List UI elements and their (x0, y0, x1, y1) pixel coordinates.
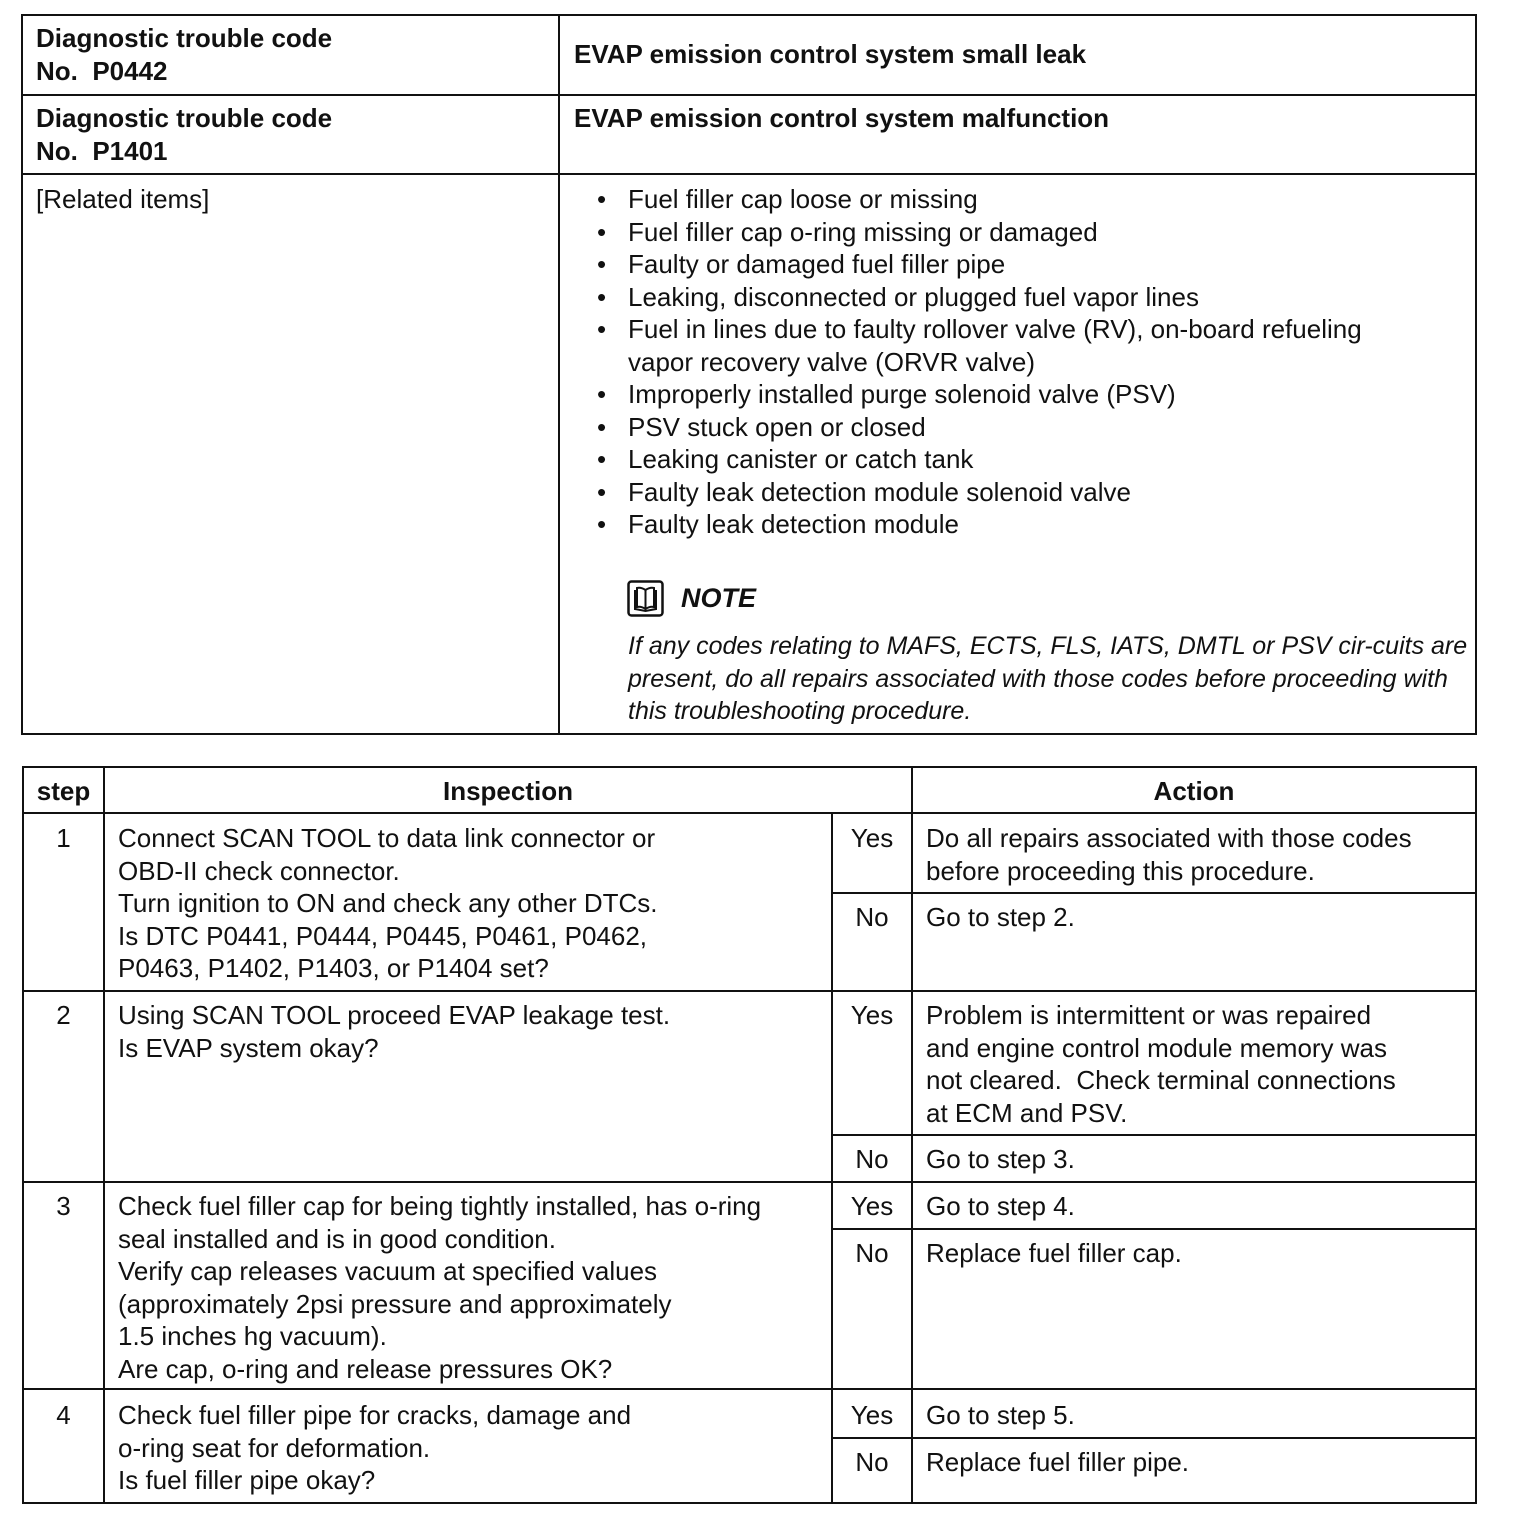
yes-label: Yes (850, 1400, 894, 1430)
no-action: Go to step 3. (926, 1144, 1075, 1174)
yes-no-separator (831, 1134, 1477, 1136)
step-row-separator (22, 1181, 1477, 1183)
header-table-border-left (21, 14, 23, 735)
yes-no-separator (831, 1437, 1477, 1439)
header-table-border-bottom (21, 733, 1477, 735)
yes-label: Yes (850, 823, 894, 853)
yes-no-separator (831, 892, 1477, 894)
note-text: If any codes relating to MAFS, ECTS, FLS, IATS, DMTL or PSV cir-cuits are present, do all repairs associated with those codes before proceeding with this troubleshooting procedure. (628, 632, 1468, 725)
steps-table-step-divider (103, 766, 105, 1504)
dtc1-label-line1: Diagnostic trouble code (36, 23, 333, 53)
step-inspection: Connect SCAN TOOL to data link connector or OBD-II check connector. Turn ignition to ON and check any other DTCs. Is DTC P0441, P0444, P0445, P0461, P0462, P0463, P1402, P1403, or P1404 set? (118, 823, 658, 983)
step-number: 3 (56, 1191, 71, 1221)
header-table-divider (558, 14, 560, 735)
related-item: • Faulty or damaged fuel filler pipe (597, 248, 1362, 281)
note-label: NOTE (681, 583, 757, 613)
column-header-inspection: Inspection (442, 776, 573, 806)
yes-label: Yes (850, 1000, 894, 1030)
step-inspection: Check fuel filler pipe for cracks, damage and o-ring seat for deformation. Is fuel filler pipe okay? (118, 1400, 632, 1495)
step-inspection: Check fuel filler cap for being tightly installed, has o-ring seal installed and is in good condition. Verify cap releases vacuum at specified values (approximately 2psi pressure and approximately 1.5 inches hg vacuum). Are cap, o-ring and release pressures OK? (118, 1191, 762, 1384)
steps-table-border-top (22, 766, 1477, 768)
related-item: • Leaking, disconnected or plugged fuel vapor lines (597, 281, 1362, 314)
related-item: • Leaking canister or catch tank (597, 443, 1362, 476)
header-table-border-right (1475, 14, 1477, 735)
step-row-separator (22, 1388, 1477, 1390)
book-icon (627, 580, 664, 617)
dtc2-label-line2: No. P1401 (36, 136, 168, 166)
step-inspection: Using SCAN TOOL proceed EVAP leakage test. Is EVAP system okay? (118, 1000, 671, 1063)
header-table-border-top (21, 14, 1477, 16)
dtc2-description: EVAP emission control system malfunction (574, 103, 1110, 133)
step-row-separator (22, 990, 1477, 992)
no-label: No (855, 1144, 889, 1174)
steps-table-header-line (22, 812, 1477, 814)
steps-table-border-bottom (22, 1502, 1477, 1504)
yes-label: Yes (850, 1191, 894, 1221)
dtc2-label-line1: Diagnostic trouble code (36, 103, 333, 133)
related-items-list (597, 183, 1362, 541)
step-number: 2 (56, 1000, 71, 1030)
column-header-step: step (36, 776, 91, 806)
yes-action: Go to step 4. (926, 1191, 1075, 1221)
step-number: 4 (56, 1400, 71, 1430)
no-label: No (855, 1447, 889, 1477)
column-header-action: Action (1153, 776, 1235, 806)
yes-action: Go to step 5. (926, 1400, 1075, 1430)
related-item: • Improperly installed purge solenoid valve (PSV) (597, 378, 1362, 411)
dtc1-description: EVAP emission control system small leak (574, 39, 1087, 69)
related-item: • Fuel filler cap o-ring missing or damaged (597, 216, 1362, 249)
no-label: No (855, 902, 889, 932)
no-action: Go to step 2. (926, 902, 1075, 932)
no-label: No (855, 1238, 889, 1268)
header-table-row-line-2 (21, 173, 1477, 175)
related-item: • Faulty leak detection module solenoid valve (597, 476, 1362, 509)
related-item: • Fuel filler cap loose or missing (597, 183, 1362, 216)
no-action: Replace fuel filler pipe. (926, 1447, 1190, 1477)
related-items-label: [Related items] (36, 184, 210, 214)
yes-no-separator (831, 1228, 1477, 1230)
steps-table-border-left (22, 766, 24, 1504)
yes-action: Do all repairs associated with those codes before proceeding this procedure. (926, 823, 1412, 886)
header-table-row-line-1 (21, 94, 1477, 96)
no-action: Replace fuel filler cap. (926, 1238, 1182, 1268)
related-item: • PSV stuck open or closed (597, 411, 1362, 444)
yes-action: Problem is intermittent or was repaired and engine control module memory was not cleared. Check terminal connections at ECM and PSV. (926, 1000, 1396, 1128)
dtc1-label-line2: No. P0442 (36, 56, 168, 86)
related-item: • Fuel in lines due to faulty rollover valve (RV), on-board refueling vapor recovery valve (ORVR valve) (597, 313, 1362, 378)
related-item: • Faulty leak detection module (597, 508, 1362, 541)
step-number: 1 (56, 823, 71, 853)
